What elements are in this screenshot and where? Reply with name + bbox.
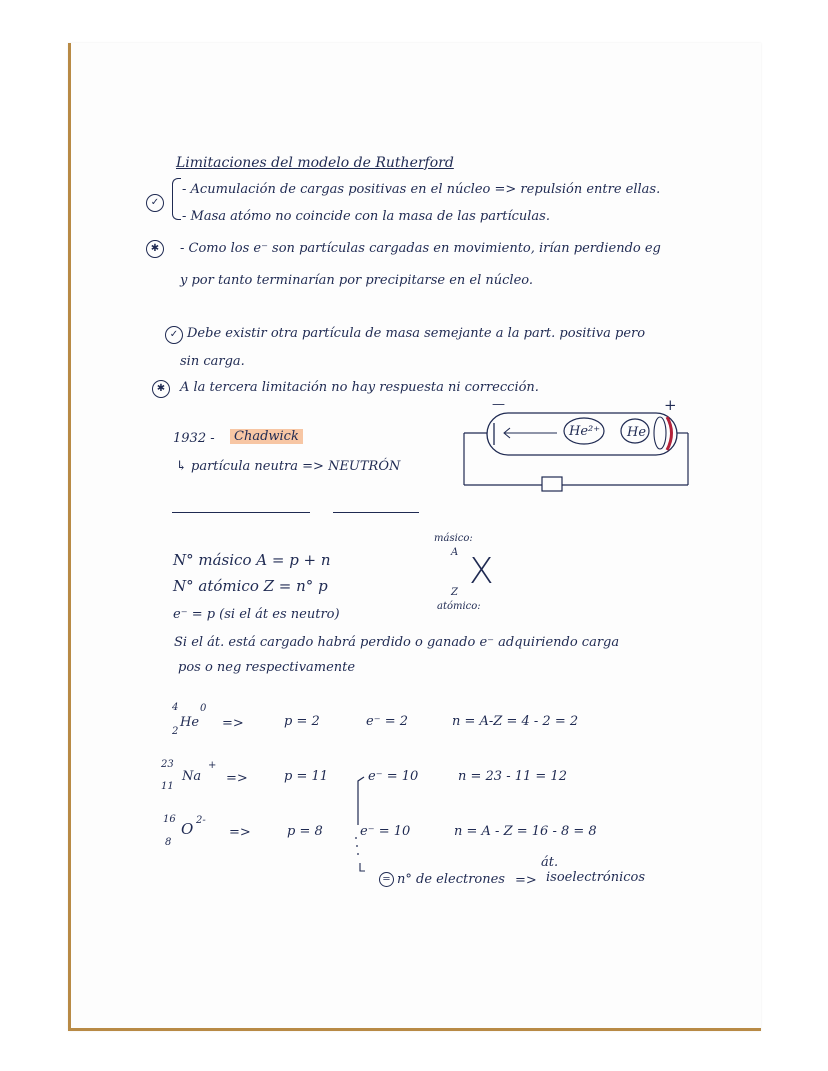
limitation-1: - Acumulación de cargas positivas en el núcleo => repulsión entre ellas.: [182, 182, 661, 197]
masico-label: másico:: [434, 533, 473, 544]
example-na-charge: +: [208, 760, 217, 771]
chadwick-particle: ↳ partícula neutra => NEUTRÓN: [176, 459, 401, 474]
charged-line-1: Si el át. está cargado habrá perdido o ganado e⁻ adquiriendo carga: [174, 635, 620, 650]
conclusion-isoelectronic: isoelectrónicos: [546, 870, 646, 885]
conclusion-arrow: =>: [515, 873, 537, 888]
plus-sign: +: [664, 396, 677, 414]
page-title: Limitaciones del modelo de Rutherford: [176, 155, 454, 171]
answer-1: Debe existir otra partícula de masa semejante a la part. positiva pero: [187, 326, 646, 341]
example-he-e: e⁻ = 2: [366, 714, 408, 729]
example-o-charge: 2-: [196, 815, 206, 826]
minus-sign: —: [492, 397, 505, 412]
limitation-2: - Masa atómo no coincide con la masa de las partículas.: [182, 209, 550, 224]
example-o-symbol: O: [181, 820, 194, 838]
example-o-n: n = A - Z = 16 - 8 = 8: [454, 824, 597, 839]
check-mark-2: ✓: [165, 326, 183, 344]
answer-3: A la tercera limitación no hay respuesta ni corrección.: [180, 380, 539, 395]
brace: [172, 178, 181, 220]
mass-number-def: N° másico A = p + n: [173, 551, 331, 569]
limitation-4: y por tanto terminarían por precipitarse en el núcleo.: [180, 273, 533, 288]
example-na-mass: 23: [161, 759, 174, 770]
example-na-symbol: Na: [182, 769, 202, 784]
star-mark-2: ✱: [152, 380, 170, 398]
notation-X: X: [469, 551, 494, 592]
check-mark: ✓: [146, 194, 164, 212]
example-na-p: p = 11: [284, 769, 329, 784]
atomico-label: atómico:: [437, 601, 481, 612]
example-he-number: 2: [172, 726, 179, 737]
star-mark: ✱: [146, 240, 164, 258]
example-he-p: p = 2: [284, 714, 320, 729]
chadwick-year: 1932 -: [173, 431, 215, 446]
limitation-3: - Como los e⁻ son partículas cargadas en movimiento, irían perdiendo eg: [180, 241, 661, 256]
conclusion-at: át.: [541, 855, 559, 870]
charged-line-2: pos o neg respectivamente: [178, 660, 356, 675]
example-na-number: 11: [161, 781, 174, 792]
chadwick-name: Chadwick: [230, 429, 303, 444]
example-na-n: n = 23 - 11 = 12: [458, 769, 567, 784]
he2-label: He²⁺: [569, 424, 601, 439]
example-he-charge: 0: [200, 703, 207, 714]
electrons-def: e⁻ = p (si el át es neutro): [173, 607, 340, 622]
example-o-p: p = 8: [287, 824, 323, 839]
notation-A: A: [451, 547, 459, 558]
he-label: He: [627, 425, 647, 440]
notation-Z: Z: [451, 587, 458, 598]
answer-2: sin carga.: [180, 354, 245, 369]
equal-mark: =: [379, 872, 394, 887]
bracket-connector: [352, 775, 372, 885]
conclusion-text: n° de electrones: [397, 872, 505, 887]
example-o-mass: 16: [163, 814, 176, 825]
example-he-mass: 4: [172, 702, 179, 713]
separator: [172, 512, 310, 513]
example-he-symbol: He: [180, 715, 200, 730]
example-na-arrow: =>: [226, 771, 248, 786]
example-he-arrow: =>: [222, 716, 244, 731]
example-o-number: 8: [165, 837, 172, 848]
example-he-n: n = A-Z = 4 - 2 = 2: [452, 714, 579, 729]
example-na-e: e⁻ = 10: [368, 769, 419, 784]
atomic-number-def: N° atómico Z = n° p: [173, 577, 328, 595]
example-o-e: e⁻ = 10: [360, 824, 411, 839]
example-o-arrow: =>: [229, 825, 251, 840]
separator: [333, 512, 419, 513]
